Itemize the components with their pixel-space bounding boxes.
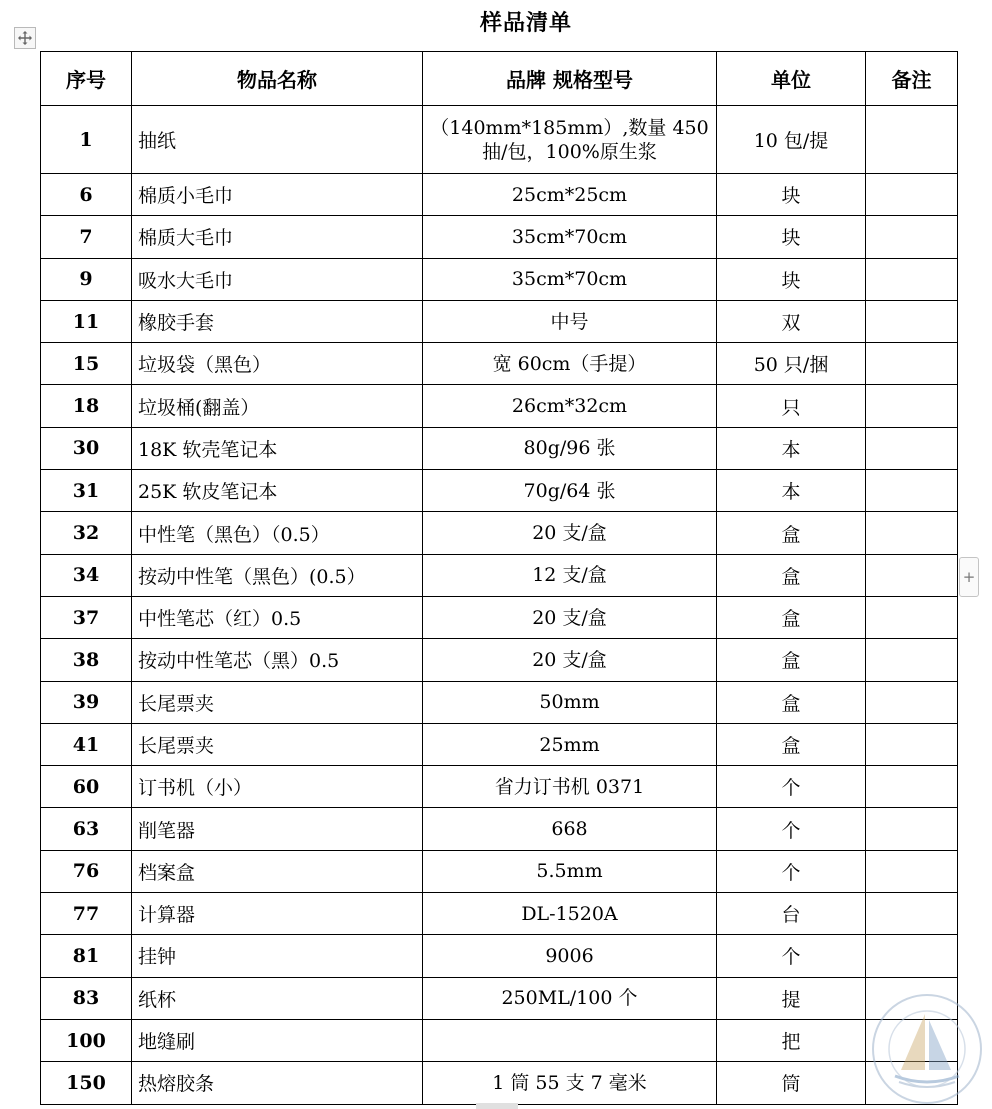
item-note xyxy=(866,935,958,977)
table-row xyxy=(41,174,958,216)
item-note xyxy=(866,596,958,638)
row-number: 1 xyxy=(41,106,132,174)
item-name: 中性笔芯（红）0.5 xyxy=(132,596,423,638)
item-name: 订书机（小） xyxy=(132,766,423,808)
row-number: 100 xyxy=(41,1019,132,1061)
document-title: 样品清单 xyxy=(479,11,572,36)
item-spec: 80g/96 张 xyxy=(423,427,717,469)
item-spec xyxy=(423,1019,717,1061)
item-spec: 宽 60cm（手提） xyxy=(423,343,717,385)
table-row xyxy=(41,554,958,596)
table-header-row xyxy=(41,52,958,106)
row-number: 63 xyxy=(41,808,132,850)
item-spec: 25cm*25cm xyxy=(423,174,717,216)
table-row xyxy=(41,1019,958,1061)
item-name: 18K 软壳笔记本 xyxy=(132,427,423,469)
move-arrows-icon xyxy=(17,30,33,46)
header-name: 物品名称 xyxy=(132,52,423,106)
item-name: 吸水大毛巾 xyxy=(132,258,423,300)
item-name: 挂钟 xyxy=(132,935,423,977)
header-unit: 单位 xyxy=(717,52,866,106)
item-name: 长尾票夹 xyxy=(132,723,423,765)
header-note: 备注 xyxy=(866,52,958,106)
item-name: 垃圾袋（黑色） xyxy=(132,343,423,385)
item-spec: 70g/64 张 xyxy=(423,470,717,512)
item-note xyxy=(866,470,958,512)
row-number: 60 xyxy=(41,766,132,808)
item-unit: 盒 xyxy=(717,639,866,681)
item-spec: 668 xyxy=(423,808,717,850)
row-number: 9 xyxy=(41,258,132,300)
item-name: 棉质小毛巾 xyxy=(132,174,423,216)
item-note xyxy=(866,385,958,427)
item-unit: 盒 xyxy=(717,723,866,765)
item-name: 按动中性笔（黑色）(0.5） xyxy=(132,554,423,596)
item-name: 中性笔（黑色）（0.5） xyxy=(132,512,423,554)
table-row xyxy=(41,723,958,765)
row-number: 11 xyxy=(41,300,132,342)
scroll-stub xyxy=(476,1103,518,1109)
table-row xyxy=(41,385,958,427)
item-unit: 台 xyxy=(717,893,866,935)
item-spec: 20 支/盒 xyxy=(423,596,717,638)
table-row xyxy=(41,977,958,1019)
item-name: 棉质大毛巾 xyxy=(132,216,423,258)
row-number: 77 xyxy=(41,893,132,935)
item-note xyxy=(866,343,958,385)
item-name: 长尾票夹 xyxy=(132,681,423,723)
item-spec: DL-1520A xyxy=(423,893,717,935)
item-spec: 26cm*32cm xyxy=(423,385,717,427)
item-spec: 35cm*70cm xyxy=(423,258,717,300)
item-unit: 本 xyxy=(717,470,866,512)
item-spec: 12 支/盒 xyxy=(423,554,717,596)
item-note xyxy=(866,554,958,596)
item-note xyxy=(866,512,958,554)
item-spec: 9006 xyxy=(423,935,717,977)
item-name: 抽纸 xyxy=(132,106,423,174)
item-name: 热熔胶条 xyxy=(132,1062,423,1104)
item-unit: 本 xyxy=(717,427,866,469)
item-unit: 筒 xyxy=(717,1062,866,1104)
item-name: 按动中性笔芯（黑）0.5 xyxy=(132,639,423,681)
row-number: 150 xyxy=(41,1062,132,1104)
item-note xyxy=(866,723,958,765)
table-row xyxy=(41,935,958,977)
table-row xyxy=(41,512,958,554)
item-unit: 盒 xyxy=(717,681,866,723)
table-row xyxy=(41,216,958,258)
table-row xyxy=(41,1062,958,1104)
row-number: 15 xyxy=(41,343,132,385)
table-move-handle[interactable] xyxy=(14,27,36,49)
item-note xyxy=(866,766,958,808)
item-note xyxy=(866,174,958,216)
item-unit: 块 xyxy=(717,216,866,258)
table-row xyxy=(41,766,958,808)
item-spec: 50mm xyxy=(423,681,717,723)
item-unit: 只 xyxy=(717,385,866,427)
item-name: 25K 软皮笔记本 xyxy=(132,470,423,512)
item-unit: 个 xyxy=(717,850,866,892)
item-note xyxy=(866,850,958,892)
table-row xyxy=(41,258,958,300)
row-number: 37 xyxy=(41,596,132,638)
item-name: 垃圾桶(翻盖） xyxy=(132,385,423,427)
item-spec: （140mm*185mm）,数量 450 抽/包，100%原生浆 xyxy=(423,106,717,174)
row-number: 18 xyxy=(41,385,132,427)
item-spec: 20 支/盒 xyxy=(423,639,717,681)
add-row-button[interactable]: + xyxy=(959,557,979,597)
item-name: 地缝刷 xyxy=(132,1019,423,1061)
item-note xyxy=(866,427,958,469)
row-number: 31 xyxy=(41,470,132,512)
item-spec: 5.5mm xyxy=(423,850,717,892)
item-name: 档案盒 xyxy=(132,850,423,892)
item-spec: 20 支/盒 xyxy=(423,512,717,554)
item-spec: 1 筒 55 支 7 毫米 xyxy=(423,1062,717,1104)
row-number: 34 xyxy=(41,554,132,596)
item-note xyxy=(866,639,958,681)
item-unit: 双 xyxy=(717,300,866,342)
row-number: 6 xyxy=(41,174,132,216)
row-number: 81 xyxy=(41,935,132,977)
item-note xyxy=(866,106,958,174)
item-note xyxy=(866,893,958,935)
item-name: 纸杯 xyxy=(132,977,423,1019)
item-note xyxy=(866,300,958,342)
item-spec: 25mm xyxy=(423,723,717,765)
item-unit: 块 xyxy=(717,174,866,216)
item-unit: 提 xyxy=(717,977,866,1019)
table-row xyxy=(41,808,958,850)
item-note xyxy=(866,216,958,258)
item-unit: 盒 xyxy=(717,512,866,554)
item-unit: 个 xyxy=(717,935,866,977)
table-row xyxy=(41,639,958,681)
item-name: 削笔器 xyxy=(132,808,423,850)
item-note xyxy=(866,258,958,300)
item-spec: 省力订书机 0371 xyxy=(423,766,717,808)
item-name: 计算器 xyxy=(132,893,423,935)
school-emblem-icon xyxy=(865,992,989,1106)
item-unit: 个 xyxy=(717,766,866,808)
row-number: 39 xyxy=(41,681,132,723)
item-unit: 把 xyxy=(717,1019,866,1061)
row-number: 38 xyxy=(41,639,132,681)
row-number: 83 xyxy=(41,977,132,1019)
item-unit: 10 包/提 xyxy=(717,106,866,174)
item-unit: 块 xyxy=(717,258,866,300)
item-unit: 盒 xyxy=(717,554,866,596)
item-spec: 35cm*70cm xyxy=(423,216,717,258)
item-spec: 250ML/100 个 xyxy=(423,977,717,1019)
header-no: 序号 xyxy=(41,52,132,106)
item-note xyxy=(866,681,958,723)
table-row xyxy=(41,596,958,638)
table-row xyxy=(41,850,958,892)
table-row xyxy=(41,300,958,342)
item-note xyxy=(866,808,958,850)
sample-list-table xyxy=(40,51,958,1105)
row-number: 30 xyxy=(41,427,132,469)
row-number: 76 xyxy=(41,850,132,892)
item-name: 橡胶手套 xyxy=(132,300,423,342)
header-spec: 品牌 规格型号 xyxy=(423,52,717,106)
row-number: 41 xyxy=(41,723,132,765)
table-row xyxy=(41,343,958,385)
item-unit: 个 xyxy=(717,808,866,850)
table-row xyxy=(41,681,958,723)
item-spec: 中号 xyxy=(423,300,717,342)
table-row xyxy=(41,893,958,935)
item-unit: 50 只/捆 xyxy=(717,343,866,385)
table-row xyxy=(41,427,958,469)
table-row xyxy=(41,470,958,512)
row-number: 7 xyxy=(41,216,132,258)
row-number: 32 xyxy=(41,512,132,554)
item-unit: 盒 xyxy=(717,596,866,638)
table-row xyxy=(41,106,958,174)
